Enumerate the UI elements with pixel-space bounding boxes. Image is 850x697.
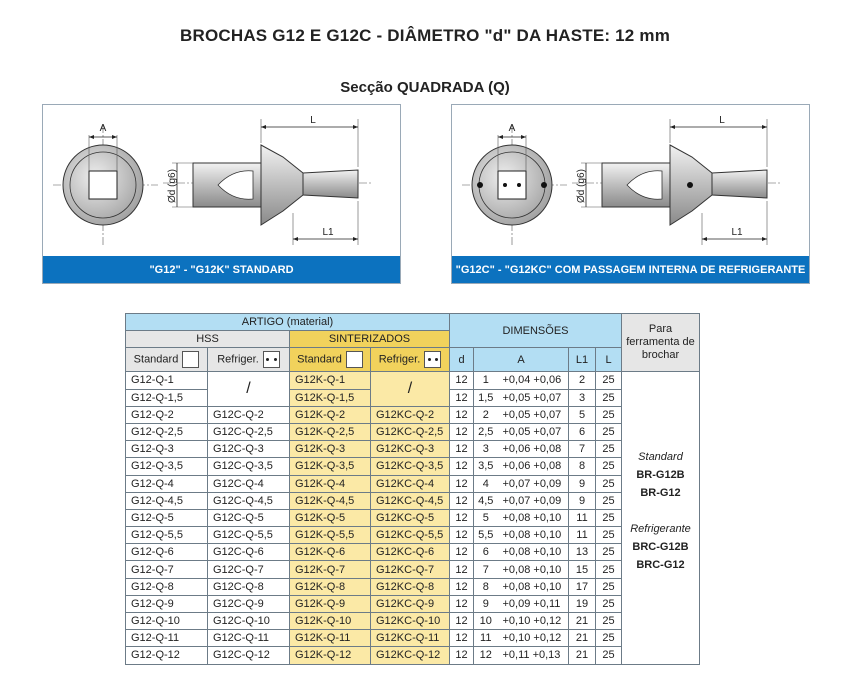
dim-a-cell: 12 xyxy=(474,647,498,664)
hss-refriger-cell: G12C-Q-5 xyxy=(208,509,290,526)
dim-a-tolerance-cell: +0,08 +0,10 xyxy=(498,527,569,544)
label-a: A xyxy=(508,123,516,134)
col-l-header: L xyxy=(596,348,622,372)
standard-square-icon xyxy=(346,351,363,368)
dim-l1-cell: 3 xyxy=(569,389,596,406)
dim-l-cell: 25 xyxy=(596,544,622,561)
hss-refriger-cell: G12C-Q-5,5 xyxy=(208,527,290,544)
coolant-dots-icon xyxy=(424,351,441,368)
dim-l1-cell: 8 xyxy=(569,458,596,475)
dim-d-cell: 12 xyxy=(450,647,474,664)
table-row xyxy=(126,492,700,509)
dim-a-tolerance-cell: +0,05 +0,07 xyxy=(498,389,569,406)
not-available-cell: / xyxy=(208,372,290,406)
sint-refriger-cell: G12KC-Q-3,5 xyxy=(371,458,450,475)
hss-refriger-cell: G12C-Q-9 xyxy=(208,595,290,612)
dim-a-tolerance-cell: +0,04 +0,06 xyxy=(498,372,569,389)
hss-refriger-cell: G12C-Q-2,5 xyxy=(208,423,290,440)
table-row xyxy=(126,423,700,440)
table-body xyxy=(126,372,700,664)
table-row xyxy=(126,441,700,458)
dim-a-tolerance-cell: +0,10 +0,12 xyxy=(498,630,569,647)
dim-l-cell: 25 xyxy=(596,578,622,595)
table-row xyxy=(126,475,700,492)
table-row xyxy=(126,630,700,647)
dim-a-tolerance-cell: +0,08 +0,10 xyxy=(498,509,569,526)
dim-l1-cell: 6 xyxy=(569,423,596,440)
dim-d-cell: 12 xyxy=(450,406,474,423)
sint-standard-cell: G12K-Q-10 xyxy=(290,613,371,630)
dim-d-cell: 12 xyxy=(450,475,474,492)
sint-refriger-cell: G12KC-Q-12 xyxy=(371,647,450,664)
dim-a-cell: 3 xyxy=(474,441,498,458)
dim-a-cell: 3,5 xyxy=(474,458,498,475)
tool-refrigerante-ref-1: BRC-G12B xyxy=(632,541,689,554)
dim-d-cell: 12 xyxy=(450,578,474,595)
hss-standard-cell: G12-Q-10 xyxy=(126,613,208,630)
hss-standard-cell: G12-Q-4 xyxy=(126,475,208,492)
table-row xyxy=(126,647,700,664)
dim-a-tolerance-cell: +0,06 +0,08 xyxy=(498,441,569,458)
dim-a-cell: 7 xyxy=(474,561,498,578)
sint-standard-cell: G12K-Q-1 xyxy=(290,372,371,389)
dim-l1-cell: 5 xyxy=(569,406,596,423)
hss-refriger-cell: G12C-Q-3 xyxy=(208,441,290,458)
dim-d-cell: 12 xyxy=(450,372,474,389)
tool-refrigerante-ref-2: BRC-G12 xyxy=(636,559,685,572)
hss-standard-cell: G12-Q-2,5 xyxy=(126,423,208,440)
dim-l1-cell: 19 xyxy=(569,595,596,612)
hss-refriger-cell: G12C-Q-4,5 xyxy=(208,492,290,509)
dim-a-cell: 5,5 xyxy=(474,527,498,544)
para-header: Para ferramenta de brochar xyxy=(622,314,700,372)
sint-refriger-header: Refriger. xyxy=(371,348,450,372)
hss-standard-cell: G12-Q-5 xyxy=(126,509,208,526)
coolant-dots-icon xyxy=(263,351,280,368)
table-row xyxy=(126,509,700,526)
sint-refriger-cell: G12KC-Q-9 xyxy=(371,595,450,612)
broach-table xyxy=(125,313,700,665)
sint-refriger-cell: G12KC-Q-2,5 xyxy=(371,423,450,440)
panel-caption-coolant: "G12C" - "G12KC" COM PASSAGEM INTERNA DE REFRIGERANTE xyxy=(452,256,809,283)
hss-refriger-cell: G12C-Q-11 xyxy=(208,630,290,647)
dim-a-tolerance-cell: +0,06 +0,08 xyxy=(498,458,569,475)
hss-standard-cell: G12-Q-5,5 xyxy=(126,527,208,544)
sint-refriger-cell: G12KC-Q-4 xyxy=(371,475,450,492)
sint-refriger-cell: G12KC-Q-3 xyxy=(371,441,450,458)
hss-standard-cell: G12-Q-1,5 xyxy=(126,389,208,406)
sint-refriger-cell: G12KC-Q-10 xyxy=(371,613,450,630)
section-subtitle: Secção QUADRADA (Q) xyxy=(340,79,510,96)
dim-l1-cell: 21 xyxy=(569,613,596,630)
hss-refriger-cell: G12C-Q-8 xyxy=(208,578,290,595)
dim-d-cell: 12 xyxy=(450,441,474,458)
table-row xyxy=(126,595,700,612)
dim-d-cell: 12 xyxy=(450,613,474,630)
dim-l1-cell: 15 xyxy=(569,561,596,578)
sint-refriger-cell: G12KC-Q-5,5 xyxy=(371,527,450,544)
sint-refriger-cell: G12KC-Q-7 xyxy=(371,561,450,578)
dim-a-cell: 5 xyxy=(474,509,498,526)
label-l: L xyxy=(719,115,725,126)
dim-d-cell: 12 xyxy=(450,630,474,647)
dim-d-cell: 12 xyxy=(450,423,474,440)
hss-refriger-cell: G12C-Q-4 xyxy=(208,475,290,492)
standard-square-icon xyxy=(182,351,199,368)
dim-l-cell: 25 xyxy=(596,613,622,630)
tool-refrigerante-label: Refrigerante xyxy=(630,523,691,536)
dim-l1-cell: 11 xyxy=(569,527,596,544)
dim-l-cell: 25 xyxy=(596,509,622,526)
dim-l-cell: 25 xyxy=(596,372,622,389)
dim-l-cell: 25 xyxy=(596,423,622,440)
sint-standard-cell: G12K-Q-3,5 xyxy=(290,458,371,475)
hss-standard-cell: G12-Q-8 xyxy=(126,578,208,595)
sint-refriger-cell: G12KC-Q-5 xyxy=(371,509,450,526)
sint-standard-cell: G12K-Q-6 xyxy=(290,544,371,561)
table-row xyxy=(126,372,700,389)
hss-refriger-cell: G12C-Q-2 xyxy=(208,406,290,423)
hss-standard-cell: G12-Q-2 xyxy=(126,406,208,423)
dim-d-cell: 12 xyxy=(450,595,474,612)
diagram-panel-coolant xyxy=(451,104,810,284)
label-a: A xyxy=(99,123,107,134)
sinterizados-header: SINTERIZADOS xyxy=(290,331,450,348)
diagram-panel-standard xyxy=(42,104,401,284)
dim-l-cell: 25 xyxy=(596,630,622,647)
dim-l1-cell: 11 xyxy=(569,509,596,526)
dim-l1-cell: 9 xyxy=(569,492,596,509)
panel-caption-standard: "G12" - "G12K" STANDARD xyxy=(43,256,400,283)
hss-refriger-cell: G12C-Q-12 xyxy=(208,647,290,664)
sint-standard-cell: G12K-Q-9 xyxy=(290,595,371,612)
col-l1-header: L1 xyxy=(569,348,596,372)
hss-standard-cell: G12-Q-12 xyxy=(126,647,208,664)
dim-a-tolerance-cell: +0,08 +0,10 xyxy=(498,578,569,595)
sint-refriger-cell: G12KC-Q-6 xyxy=(371,544,450,561)
sint-standard-cell: G12K-Q-8 xyxy=(290,578,371,595)
dim-l1-cell: 13 xyxy=(569,544,596,561)
table-row xyxy=(126,458,700,475)
sint-refriger-cell: G12KC-Q-4,5 xyxy=(371,492,450,509)
dim-d-cell: 12 xyxy=(450,527,474,544)
artigo-header: ARTIGO (material) xyxy=(126,314,450,331)
hss-standard-cell: G12-Q-4,5 xyxy=(126,492,208,509)
dim-d-cell: 12 xyxy=(450,492,474,509)
hss-standard-cell: G12-Q-3,5 xyxy=(126,458,208,475)
table-row xyxy=(126,613,700,630)
dim-l-cell: 25 xyxy=(596,527,622,544)
dim-a-tolerance-cell: +0,10 +0,12 xyxy=(498,613,569,630)
page-title: BROCHAS G12 E G12C - DIÂMETRO "d" DA HASTE: 12 mm xyxy=(179,26,671,45)
dim-a-cell: 9 xyxy=(474,595,498,612)
dim-a-cell: 11 xyxy=(474,630,498,647)
dim-l-cell: 25 xyxy=(596,492,622,509)
hss-standard-cell: G12-Q-3 xyxy=(126,441,208,458)
dim-l-cell: 25 xyxy=(596,441,622,458)
hss-standard-header: Standard xyxy=(126,348,208,372)
dim-l1-cell: 2 xyxy=(569,372,596,389)
broach-drawing-standard xyxy=(43,105,400,257)
dim-a-tolerance-cell: +0,05 +0,07 xyxy=(498,423,569,440)
dim-a-tolerance-cell: +0,07 +0,09 xyxy=(498,475,569,492)
table-row xyxy=(126,406,700,423)
col-d-header: d xyxy=(450,348,474,372)
dim-a-cell: 1,5 xyxy=(474,389,498,406)
tool-standard-ref-2: BR-G12 xyxy=(640,487,681,500)
table-row xyxy=(126,527,700,544)
sint-standard-cell: G12K-Q-2 xyxy=(290,406,371,423)
hss-refriger-cell: G12C-Q-10 xyxy=(208,613,290,630)
label-d: Ød (g6) xyxy=(576,169,587,203)
dim-l-cell: 25 xyxy=(596,389,622,406)
sint-standard-cell: G12K-Q-4 xyxy=(290,475,371,492)
dim-d-cell: 12 xyxy=(450,389,474,406)
dim-a-tolerance-cell: +0,07 +0,09 xyxy=(498,492,569,509)
dim-l1-cell: 17 xyxy=(569,578,596,595)
dim-l-cell: 25 xyxy=(596,561,622,578)
dim-l-cell: 25 xyxy=(596,475,622,492)
dim-a-tolerance-cell: +0,05 +0,07 xyxy=(498,406,569,423)
label-d: Ød (g6) xyxy=(167,169,178,203)
dim-l-cell: 25 xyxy=(596,647,622,664)
dim-d-cell: 12 xyxy=(450,544,474,561)
dim-l1-cell: 21 xyxy=(569,630,596,647)
dim-a-cell: 10 xyxy=(474,613,498,630)
hss-standard-cell: G12-Q-1 xyxy=(126,372,208,389)
label-l: L xyxy=(310,115,316,126)
sint-standard-header: Standard xyxy=(290,348,371,372)
hss-refriger-cell: G12C-Q-3,5 xyxy=(208,458,290,475)
sint-standard-cell: G12K-Q-4,5 xyxy=(290,492,371,509)
dim-a-cell: 2 xyxy=(474,406,498,423)
sint-standard-cell: G12K-Q-7 xyxy=(290,561,371,578)
tool-standard-ref-1: BR-G12B xyxy=(636,469,685,482)
hss-header: HSS xyxy=(126,331,290,348)
sint-standard-cell: G12K-Q-11 xyxy=(290,630,371,647)
dim-l-cell: 25 xyxy=(596,406,622,423)
table-row xyxy=(126,578,700,595)
sint-standard-cell: G12K-Q-5 xyxy=(290,509,371,526)
table-row xyxy=(126,561,700,578)
dim-a-cell: 8 xyxy=(474,578,498,595)
dim-a-cell: 1 xyxy=(474,372,498,389)
dim-d-cell: 12 xyxy=(450,509,474,526)
dim-a-tolerance-cell: +0,08 +0,10 xyxy=(498,544,569,561)
dim-l1-cell: 7 xyxy=(569,441,596,458)
dim-d-cell: 12 xyxy=(450,458,474,475)
table-row xyxy=(126,544,700,561)
dim-l1-cell: 21 xyxy=(569,647,596,664)
sint-standard-cell: G12K-Q-2,5 xyxy=(290,423,371,440)
dim-l-cell: 25 xyxy=(596,458,622,475)
hss-standard-cell: G12-Q-9 xyxy=(126,595,208,612)
hss-refriger-cell: G12C-Q-6 xyxy=(208,544,290,561)
dim-a-cell: 4 xyxy=(474,475,498,492)
dim-d-cell: 12 xyxy=(450,561,474,578)
dim-a-cell: 4,5 xyxy=(474,492,498,509)
hss-refriger-cell: G12C-Q-7 xyxy=(208,561,290,578)
col-a-header: A xyxy=(474,348,569,372)
dim-l1-cell: 9 xyxy=(569,475,596,492)
sint-refriger-cell: G12KC-Q-11 xyxy=(371,630,450,647)
hss-standard-cell: G12-Q-6 xyxy=(126,544,208,561)
label-l1: L1 xyxy=(731,227,743,238)
dim-a-tolerance-cell: +0,11 +0,13 xyxy=(498,647,569,664)
dim-a-cell: 2,5 xyxy=(474,423,498,440)
dim-l-cell: 25 xyxy=(596,595,622,612)
sint-standard-cell: G12K-Q-3 xyxy=(290,441,371,458)
sint-standard-cell: G12K-Q-12 xyxy=(290,647,371,664)
not-available-cell: / xyxy=(371,372,450,406)
sint-refriger-cell: G12KC-Q-8 xyxy=(371,578,450,595)
label-l1: L1 xyxy=(322,227,334,238)
dimensoes-header: DIMENSÕES xyxy=(450,314,622,348)
dim-a-tolerance-cell: +0,08 +0,10 xyxy=(498,561,569,578)
dim-a-cell: 6 xyxy=(474,544,498,561)
dim-a-tolerance-cell: +0,09 +0,11 xyxy=(498,595,569,612)
hss-standard-cell: G12-Q-7 xyxy=(126,561,208,578)
sint-standard-cell: G12K-Q-1,5 xyxy=(290,389,371,406)
tool-standard-label: Standard xyxy=(638,451,683,464)
tool-reference-cell xyxy=(622,372,700,664)
broach-drawing-coolant xyxy=(452,105,809,257)
sint-standard-cell: G12K-Q-5,5 xyxy=(290,527,371,544)
hss-refriger-header: Refriger. xyxy=(208,348,290,372)
hss-standard-cell: G12-Q-11 xyxy=(126,630,208,647)
sint-refriger-cell: G12KC-Q-2 xyxy=(371,406,450,423)
